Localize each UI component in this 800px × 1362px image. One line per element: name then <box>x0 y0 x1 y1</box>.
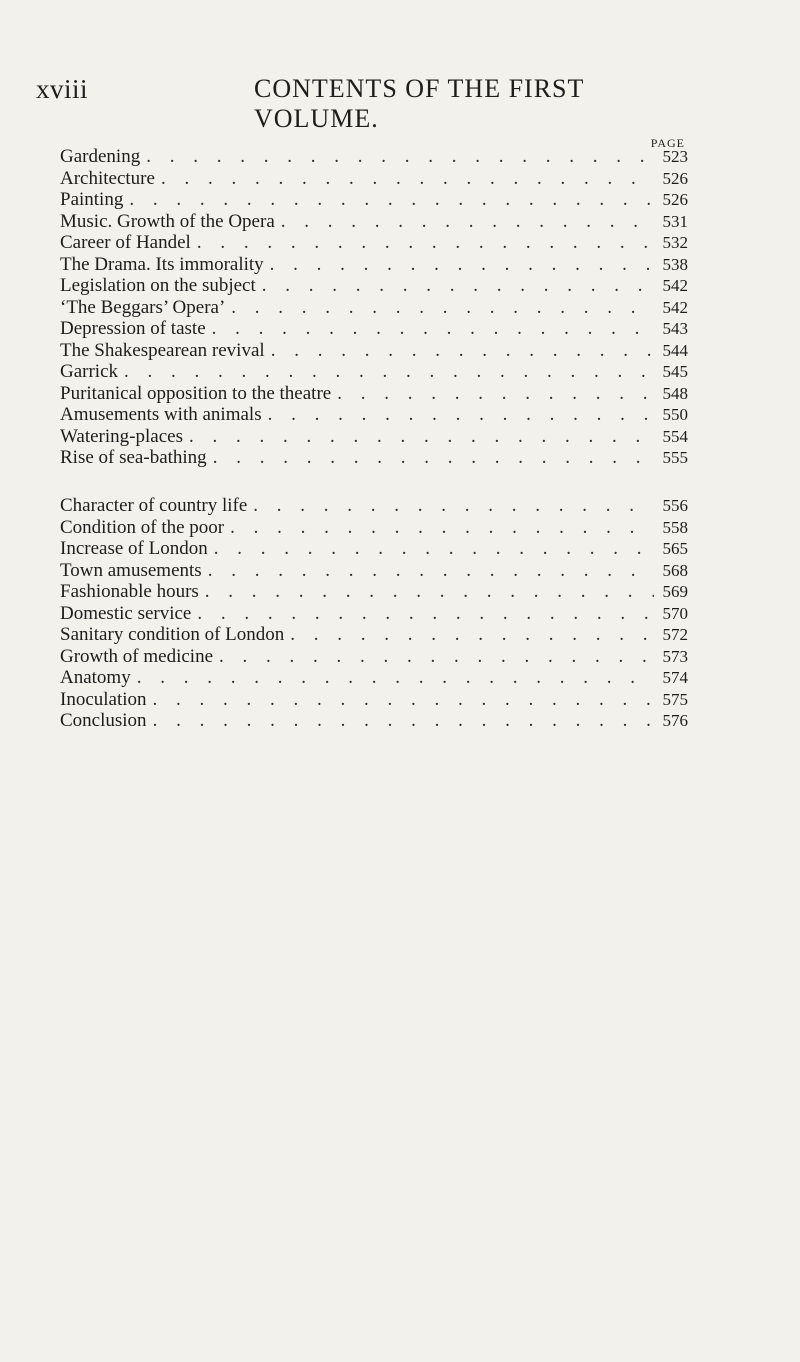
dot-leader <box>140 146 654 168</box>
entry-title: Fashionable hours <box>60 581 199 602</box>
entry-title: Music. Growth of the Opera <box>60 210 275 232</box>
entry-title: Depression of taste <box>60 318 206 339</box>
entry-page-number: 545 <box>662 362 688 381</box>
entry-title: The Drama. Its immorality <box>60 253 264 275</box>
entry-page-number: 569 <box>662 582 688 601</box>
entry-page-number: 532 <box>662 233 688 252</box>
entry-page-number: 565 <box>662 539 688 558</box>
entry-title: Garrick <box>60 361 119 382</box>
dot-leader <box>207 447 654 469</box>
toc-entry <box>60 404 688 426</box>
entry-title: Legislation on the subject <box>60 275 256 296</box>
toc-entry <box>60 538 688 560</box>
dot-leader <box>265 340 654 362</box>
toc-entry <box>60 275 688 297</box>
entry-title: Anatomy <box>60 667 131 688</box>
toc-entry <box>60 667 688 689</box>
toc-entry <box>60 318 688 340</box>
dot-leader <box>118 361 654 383</box>
toc-entry <box>60 560 688 582</box>
entry-page-number: 523 <box>662 147 688 166</box>
entry-title: Painting <box>60 189 124 210</box>
entry-page-number: 543 <box>662 319 688 338</box>
page-number: xviii <box>36 74 89 104</box>
entry-title: Condition of the poor <box>60 516 225 538</box>
toc-entry <box>60 361 688 383</box>
dot-leader <box>247 495 654 517</box>
entry-page-number: 550 <box>662 405 688 424</box>
entry-page-number: 576 <box>662 711 688 730</box>
entry-page-number: 573 <box>662 646 688 666</box>
entry-title: Character of country life <box>60 495 248 516</box>
dot-leader <box>131 667 654 689</box>
dot-leader <box>191 603 654 625</box>
entry-title: The Shakespearean revival <box>60 339 265 361</box>
entry-title: Architecture <box>60 167 155 189</box>
dot-leader <box>284 624 654 646</box>
toc-entry <box>60 710 688 732</box>
entry-title: Increase of London <box>60 538 208 559</box>
toc-entry <box>60 426 688 448</box>
toc-entry <box>60 297 688 319</box>
entry-title: Town amusements <box>60 559 202 581</box>
entry-page-number: 555 <box>662 448 688 467</box>
dot-leader <box>264 254 654 276</box>
dot-leader <box>224 517 654 539</box>
entry-title: Amusements with animals <box>60 404 262 425</box>
entry-page-number: 572 <box>662 625 688 644</box>
entry-page-number: 542 <box>662 297 688 317</box>
toc-entry <box>60 646 688 668</box>
dot-leader <box>256 275 654 297</box>
dot-leader <box>262 404 654 426</box>
entry-page-number: 531 <box>662 211 688 231</box>
page-column-label: PAGE <box>650 136 685 150</box>
entry-page-number: 544 <box>662 340 688 360</box>
toc-entry <box>60 211 688 233</box>
running-head <box>36 74 706 133</box>
dot-leader <box>183 426 654 448</box>
entry-page-number: 556 <box>662 496 688 515</box>
entry-page-number: 542 <box>662 276 688 295</box>
dot-leader <box>147 710 654 732</box>
entry-page-number: 554 <box>662 426 688 446</box>
toc-entry <box>60 581 688 603</box>
dot-leader <box>206 318 654 340</box>
toc-section <box>60 146 688 469</box>
entry-page-number: 558 <box>662 517 688 537</box>
dot-leader <box>202 560 654 582</box>
toc-entry <box>60 689 688 711</box>
dot-leader <box>225 297 654 319</box>
toc-entry <box>60 146 688 168</box>
toc-entry <box>60 254 688 276</box>
page-title: CONTENTS OF THE FIRST VOLUME. <box>254 74 584 133</box>
dot-leader <box>213 646 654 668</box>
dot-leader <box>147 689 654 711</box>
toc-section <box>60 495 688 732</box>
entry-title: Career of Handel <box>60 232 191 253</box>
entry-title: ‘The Beggars’ Opera’ <box>60 296 226 318</box>
toc-entry <box>60 189 688 211</box>
entry-title: Sanitary condition of London <box>60 624 285 645</box>
entry-page-number: 548 <box>662 383 688 403</box>
toc-entry <box>60 383 688 405</box>
entry-title: Gardening <box>60 146 141 167</box>
dot-leader <box>155 168 654 190</box>
toc-entry <box>60 340 688 362</box>
toc-entry <box>60 447 688 469</box>
entry-title: Growth of medicine <box>60 645 214 667</box>
entry-page-number: 538 <box>662 254 688 274</box>
toc-entry <box>60 517 688 539</box>
entry-page-number: 526 <box>662 190 688 209</box>
dot-leader <box>199 581 654 603</box>
entry-page-number: 568 <box>662 560 688 580</box>
toc-entry <box>60 232 688 254</box>
dot-leader <box>208 538 654 560</box>
dot-leader <box>275 211 654 233</box>
entry-page-number: 574 <box>662 668 688 687</box>
entry-title: Conclusion <box>60 710 147 731</box>
toc-entry <box>60 603 688 625</box>
entry-title: Puritanical opposition to the theatre <box>60 382 332 404</box>
entry-title: Inoculation <box>60 688 147 710</box>
dot-leader <box>331 383 654 405</box>
entry-title: Domestic service <box>60 602 192 624</box>
entry-title: Watering-places <box>60 425 183 447</box>
entry-page-number: 570 <box>662 603 688 623</box>
entry-title: Rise of sea-bathing <box>60 447 207 468</box>
toc-entry <box>60 495 688 517</box>
entry-page-number: 526 <box>662 168 688 188</box>
dot-leader <box>191 232 654 254</box>
dot-leader <box>123 189 654 211</box>
toc-entry <box>60 624 688 646</box>
entry-page-number: 575 <box>662 689 688 709</box>
toc-entry <box>60 168 688 190</box>
